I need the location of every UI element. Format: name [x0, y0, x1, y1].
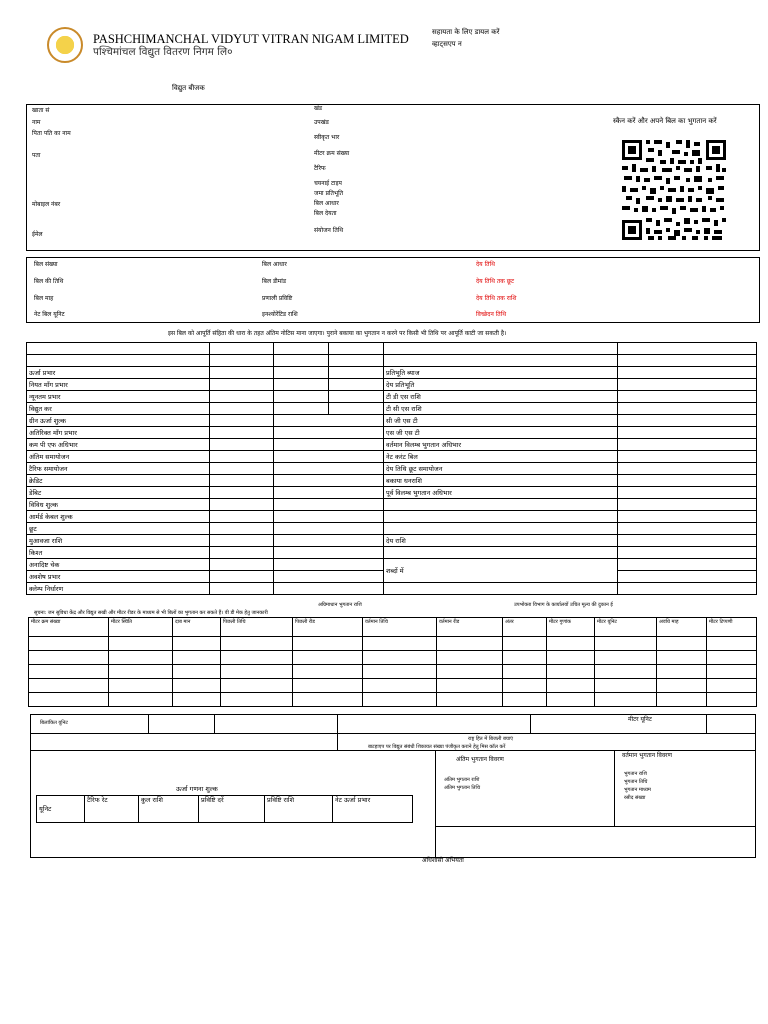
energy-header-entry-rates: प्रविष्टि दरें	[199, 796, 265, 823]
table-cell	[503, 651, 547, 665]
bill-month-label: बिल माह	[34, 295, 54, 302]
payment-amount-label: भुगतान राशि	[624, 771, 647, 777]
charge-label-right: सी जी एस टी	[384, 415, 618, 427]
charge-value-cell	[210, 463, 274, 475]
charge-value-cell	[274, 391, 329, 403]
table-cell	[707, 665, 757, 679]
table-cell	[221, 693, 293, 707]
charge-value-cell	[618, 571, 757, 583]
charge-value-cell	[274, 487, 384, 499]
final-notice-text: इस बिल को आपूर्ति संहिता की धारा के तहत अंतिम नोटिस माना जाएगा। पुराने बकाया का भुगतान न करने पर किसी भी तिथि पर आपूर्ति काटी जा सकती है।	[168, 330, 507, 337]
table-cell	[503, 679, 547, 693]
table-cell	[547, 651, 595, 665]
divider	[706, 714, 707, 733]
table-cell	[363, 637, 437, 651]
save-power-slogan: राष्ट्र हित में बिजली बचाएं	[468, 736, 514, 742]
charge-value-cell	[210, 547, 274, 559]
document-title: विद्युत बीजक	[172, 84, 205, 92]
charge-label-left: न्यूनतम प्रभार	[27, 391, 210, 403]
charges-row	[27, 535, 757, 547]
table-cell	[221, 679, 293, 693]
table-row	[29, 679, 757, 693]
divider	[337, 714, 338, 750]
charges-row	[27, 391, 757, 403]
table-cell	[595, 693, 657, 707]
meter-unit-label: मीटर यूनिट	[628, 716, 652, 723]
charge-value-cell	[618, 547, 757, 559]
table-cell	[109, 637, 173, 651]
bill-info-box	[26, 257, 760, 323]
charge-value-cell	[210, 487, 274, 499]
charge-value-cell	[618, 523, 757, 535]
charge-value-cell	[618, 511, 757, 523]
reading-header-cell: मीटर टिप्पणी	[707, 618, 757, 637]
table-cell	[210, 355, 274, 367]
table-cell	[173, 651, 221, 665]
charge-value-cell	[274, 451, 384, 463]
table-cell	[657, 651, 707, 665]
table-cell	[363, 651, 437, 665]
table-cell	[384, 355, 618, 367]
charges-row	[27, 451, 757, 463]
energy-header-unit: यूनिट	[37, 796, 85, 823]
divider	[435, 750, 436, 858]
charge-label-right: देय राशि	[384, 535, 618, 547]
table-cell	[274, 343, 329, 355]
table-cell	[503, 665, 547, 679]
charge-value-cell	[274, 403, 329, 415]
charge-value-cell	[274, 439, 384, 451]
charge-value-cell	[618, 487, 757, 499]
charge-value-cell	[618, 379, 757, 391]
charge-label-left: ऊर्जा प्रभार	[27, 367, 210, 379]
table-cell	[595, 679, 657, 693]
charge-label-right	[384, 547, 618, 559]
reading-header-cell: पिछली तिथि	[221, 618, 293, 637]
table-cell	[27, 343, 210, 355]
table-cell	[547, 637, 595, 651]
reading-header-cell: दाब मान	[173, 618, 221, 637]
table-cell	[293, 651, 363, 665]
table-cell	[293, 665, 363, 679]
connection-date-label: संयोजन तिथि	[314, 227, 344, 234]
account-number-label: खाता सं	[32, 107, 50, 114]
amount-till-due-date-label: देय तिथि तक राशि	[476, 295, 517, 302]
charge-value-cell	[274, 367, 329, 379]
charge-value-cell	[618, 535, 757, 547]
name-label: नाम	[32, 119, 41, 126]
charge-value-cell	[210, 427, 274, 439]
charges-row	[27, 487, 757, 499]
charge-label-left: मुआवजा राशि	[27, 535, 210, 547]
charge-value-cell	[274, 499, 384, 511]
charge-value-cell	[329, 379, 384, 391]
table-cell	[437, 665, 503, 679]
table-cell	[657, 679, 707, 693]
whatsapp-label: व्हाट्सएप न	[432, 40, 462, 48]
charge-label-left: छूट	[27, 523, 210, 535]
table-cell	[27, 355, 210, 367]
divider	[30, 733, 756, 734]
table-cell	[437, 693, 503, 707]
bill-date-label: बिल की तिथि	[34, 278, 64, 285]
charge-label-right: टी सी एस राशि	[384, 403, 618, 415]
energy-header-tariff-rate: टैरिफ रेट	[85, 796, 139, 823]
charge-value-cell	[618, 583, 757, 595]
division-label: खंड	[314, 105, 323, 112]
reading-header-cell: मीटर स्थिति	[109, 618, 173, 637]
helpline-label: सहायता के लिए डायल करें	[432, 28, 500, 36]
charge-value-cell	[329, 367, 384, 379]
reading-header-cell: मीटर क्रम संख्या	[29, 618, 109, 637]
connection-type-label: चयनाई टाइप	[314, 180, 342, 187]
charge-label-left: अंतिम समायोजन	[27, 451, 210, 463]
complaint-missed-call-note: बाटहाएप पर विद्युत संबंधी शिकायत संख्या पंजीकृत कराने हेतु मिस कॉल करें	[368, 744, 506, 750]
table-cell	[547, 679, 595, 693]
charges-row	[27, 439, 757, 451]
table-cell	[274, 355, 329, 367]
charge-value-cell	[210, 367, 274, 379]
table-cell	[707, 693, 757, 707]
charge-label-left: डेबिट	[27, 487, 210, 499]
table-cell	[329, 355, 384, 367]
bill-demand-label: बिल डीमांड	[262, 278, 287, 285]
charge-value-cell	[329, 391, 384, 403]
table-cell	[173, 679, 221, 693]
charge-label-right: एस जी एस टी	[384, 427, 618, 439]
table-cell	[547, 665, 595, 679]
last-payment-title: अंतिम भुगतान विवरण	[456, 756, 504, 763]
table-cell	[173, 637, 221, 651]
charges-row	[27, 427, 757, 439]
table-cell	[707, 651, 757, 665]
table-cell	[221, 665, 293, 679]
company-name-hindi: पश्चिमांचल विद्युत वितरण निगम लि०	[93, 46, 233, 58]
charge-value-cell	[618, 451, 757, 463]
charge-value-cell	[210, 451, 274, 463]
divider	[530, 714, 531, 733]
charges-row	[27, 499, 757, 511]
meter-reading-table	[28, 617, 757, 707]
charge-label-right: बकाया धनराशि	[384, 475, 618, 487]
charge-label-left: विद्युत कर	[27, 403, 210, 415]
company-name-english: PASHCHIMANCHAL VIDYUT VITRAN NIGAM LIMITED	[93, 32, 409, 46]
charge-label-left: ग्रीन ऊर्जा शुल्क	[27, 415, 210, 427]
table-cell	[363, 665, 437, 679]
bill-liability-label: बिल देयता	[314, 210, 337, 217]
charge-value-cell	[274, 571, 384, 583]
divider	[214, 714, 215, 733]
charge-label-left: नियत माँग प्रभार	[27, 379, 210, 391]
table-cell	[437, 637, 503, 651]
charge-label-left: अवशेष प्रभार	[27, 571, 210, 583]
table-cell	[221, 637, 293, 651]
charge-value-cell	[618, 403, 757, 415]
table-cell	[109, 665, 173, 679]
charge-value-cell	[210, 535, 274, 547]
charges-row	[27, 511, 757, 523]
table-cell	[293, 679, 363, 693]
charges-row	[27, 547, 757, 559]
payment-places-note: उपभोक्ता विभाग के कार्यालयों उचित मूल्य की दुकान ई	[514, 602, 613, 608]
table-cell	[109, 679, 173, 693]
charge-value-cell	[274, 583, 384, 595]
energy-calculation-title: ऊर्जा गणना शुल्क	[176, 785, 218, 793]
due-date-label: देय तिथि	[476, 261, 495, 268]
table-cell	[657, 693, 707, 707]
table-cell	[547, 693, 595, 707]
charge-value-cell	[329, 403, 384, 415]
table-cell	[173, 665, 221, 679]
sanctioned-load-label: स्वीकृत भार	[314, 134, 340, 141]
charge-label-left: विविध शुल्क	[27, 499, 210, 511]
charges-row	[27, 403, 757, 415]
system-entry-label: प्रणाली प्रविष्टि	[262, 295, 293, 302]
charge-value-cell	[618, 559, 757, 571]
divider	[435, 826, 756, 827]
payment-date-label: भुगतान तिथि	[624, 779, 648, 785]
table-cell	[437, 679, 503, 693]
table-cell	[293, 693, 363, 707]
charge-value-cell	[274, 415, 384, 427]
subdivision-label: उपखंड	[314, 119, 329, 126]
table-cell	[329, 343, 384, 355]
table-cell	[618, 343, 757, 355]
net-bill-unit-label: नेट बिल यूनिट	[34, 311, 65, 318]
charges-row	[27, 379, 757, 391]
company-logo	[47, 27, 83, 63]
charge-value-cell	[618, 439, 757, 451]
table-cell	[595, 651, 657, 665]
reading-header-cell: पिछली रीड	[293, 618, 363, 637]
charge-label-right: वर्तमान विलम्ब भुगतान अधिभार	[384, 439, 618, 451]
charge-label-left: टैरिफ समायोजन	[27, 463, 210, 475]
table-cell	[437, 651, 503, 665]
energy-header-net-energy-charge: नेट ऊर्जा प्रभार	[333, 796, 413, 823]
charge-value-cell	[210, 475, 274, 487]
table-cell	[221, 651, 293, 665]
last-payment-date-label: अंतिम भुगतान तिथि	[444, 785, 481, 791]
charge-value-cell	[210, 439, 274, 451]
charge-value-cell	[274, 379, 329, 391]
charge-value-cell	[274, 547, 384, 559]
charge-value-cell	[210, 583, 274, 595]
charge-label-right: नेट करंट बिल	[384, 451, 618, 463]
charge-label-left: कम पी एफ अधिभार	[27, 439, 210, 451]
insured-amount-label: इनश्योरेंटिड राशि	[262, 311, 298, 318]
charge-value-cell	[274, 463, 384, 475]
charge-label-right: टी डी एस राशि	[384, 391, 618, 403]
charge-value-cell	[210, 499, 274, 511]
payment-info-note: सूचना: जन सुविधा केंद्र और विद्युत सखी और मीटर रीडर के माध्यम से भी बिलों का भुगतान कर सकते हैं। वी डी मेक हेतु जानकारी	[34, 610, 268, 616]
payment-qr-code[interactable]	[620, 138, 728, 242]
reading-header-row	[29, 618, 757, 637]
energy-header-entry-amount: प्रविष्टि राशि	[265, 796, 333, 823]
current-payment-title: वर्तमान भुगतान विवरण	[622, 752, 672, 759]
charge-value-cell	[274, 559, 384, 571]
charge-label-right: प्रतिभूति ब्याज	[384, 367, 618, 379]
table-cell	[363, 679, 437, 693]
bill-basis-label-2: बिल आधार	[262, 261, 287, 268]
charges-row	[27, 415, 757, 427]
table-cell	[384, 343, 618, 355]
last-payment-amount-label: अंतिम भुगतान राशि	[444, 777, 480, 783]
table-cell	[503, 693, 547, 707]
charges-row	[27, 523, 757, 535]
charge-label-left: आर्मर्ड केबल शुल्क	[27, 511, 210, 523]
charge-label-right	[384, 499, 618, 511]
table-cell	[109, 693, 173, 707]
charges-row	[27, 355, 757, 367]
charge-value-cell	[618, 499, 757, 511]
table-cell	[618, 355, 757, 367]
table-row	[29, 665, 757, 679]
table-cell	[657, 665, 707, 679]
charge-value-cell	[274, 511, 384, 523]
charges-row	[27, 583, 757, 595]
table-cell	[595, 637, 657, 651]
security-deposit-label: जमा प्रतिभूति	[314, 190, 344, 197]
advance-payment-label: अग्रिमाधान भुगतान राशि	[318, 602, 362, 608]
meter-serial-label: मीटर क्रम संख्या	[314, 150, 350, 157]
billed-unit-label: बिलांकित यूनिट	[40, 720, 68, 726]
charges-row	[27, 475, 757, 487]
charge-value-cell	[618, 367, 757, 379]
bill-basis-label: बिल आधार	[314, 200, 339, 207]
charges-row	[27, 367, 757, 379]
address-label: पता	[32, 152, 41, 159]
table-row	[29, 651, 757, 665]
table-cell	[595, 665, 657, 679]
charge-value-cell	[210, 415, 274, 427]
qr-caption: स्कैन करें और अपने बिल का भुगतान करें	[613, 117, 717, 125]
rebate-till-due-date-label: देय तिथि तक छूट	[476, 278, 515, 285]
table-cell	[29, 665, 109, 679]
reading-header-cell: वर्तमान तिथि	[363, 618, 437, 637]
table-cell	[29, 637, 109, 651]
bill-number-label: बिल संख्या	[34, 261, 58, 268]
table-cell	[657, 637, 707, 651]
charge-label-right	[384, 511, 618, 523]
table-cell	[363, 693, 437, 707]
disconnection-date-label: विच्छेदन तिथि	[476, 311, 507, 318]
charge-value-cell	[210, 523, 274, 535]
charge-value-cell	[274, 523, 384, 535]
divider	[614, 750, 615, 826]
email-label: ईमेल	[32, 231, 43, 238]
table-cell	[29, 651, 109, 665]
table-row	[29, 693, 757, 707]
table-cell	[29, 693, 109, 707]
charge-value-cell	[618, 415, 757, 427]
charges-row	[27, 463, 757, 475]
reading-header-cell: अवधि माह	[657, 618, 707, 637]
charge-value-cell	[210, 559, 274, 571]
divider	[148, 714, 149, 733]
charge-value-cell	[274, 535, 384, 547]
charges-table	[26, 342, 757, 595]
receipt-number-label: रसीद संख्या	[624, 795, 646, 801]
table-cell	[109, 651, 173, 665]
reading-header-cell: वर्तमान रीड	[437, 618, 503, 637]
table-cell	[293, 637, 363, 651]
charge-value-cell	[210, 379, 274, 391]
charges-row	[27, 343, 757, 355]
reading-header-cell: अंतर	[503, 618, 547, 637]
charge-label-right: शब्दों में	[384, 559, 618, 583]
charge-label-right: देय तिथि छूट समायोजन	[384, 463, 618, 475]
charge-label-left: अनादिष्ट चेक	[27, 559, 210, 571]
table-cell	[503, 637, 547, 651]
table-cell	[707, 637, 757, 651]
charge-label-right	[384, 583, 618, 595]
signature-label: अधिशासी अभियंता	[422, 857, 464, 864]
reading-header-cell: मीटर गुणांक	[547, 618, 595, 637]
charge-value-cell	[210, 511, 274, 523]
tariff-label: टैरिफ	[314, 165, 326, 172]
charge-value-cell	[274, 475, 384, 487]
mobile-number-label: मोबाइल नंबर	[32, 201, 61, 208]
charge-value-cell	[210, 403, 274, 415]
charge-value-cell	[618, 463, 757, 475]
charges-row	[27, 559, 757, 571]
table-cell	[707, 679, 757, 693]
charge-label-right	[384, 523, 618, 535]
reading-header-cell: मीटर यूनिट	[595, 618, 657, 637]
table-cell	[210, 343, 274, 355]
charge-label-right: पूर्व विलम्ब भुगतान अधिभार	[384, 487, 618, 499]
charge-label-left: किश्त	[27, 547, 210, 559]
payment-mode-label: भुगतान माध्यम	[624, 787, 651, 793]
charge-label-right: देय प्रतिभूति	[384, 379, 618, 391]
father-husband-name-label: पिता पति का नाम	[32, 130, 71, 137]
charge-value-cell	[274, 427, 384, 439]
charge-value-cell	[618, 391, 757, 403]
charge-value-cell	[210, 571, 274, 583]
table-row	[29, 637, 757, 651]
energy-header-total-amount: कुल राशि	[139, 796, 199, 823]
energy-calculation-table	[36, 795, 413, 823]
charge-value-cell	[210, 391, 274, 403]
table-cell	[29, 679, 109, 693]
charge-value-cell	[618, 475, 757, 487]
charge-label-left: क्लेम्प निर्धारण	[27, 583, 210, 595]
charge-label-left: अतिरिक्त माँग प्रभार	[27, 427, 210, 439]
charge-label-left: क्रेडिट	[27, 475, 210, 487]
charge-value-cell	[618, 427, 757, 439]
table-cell	[173, 693, 221, 707]
